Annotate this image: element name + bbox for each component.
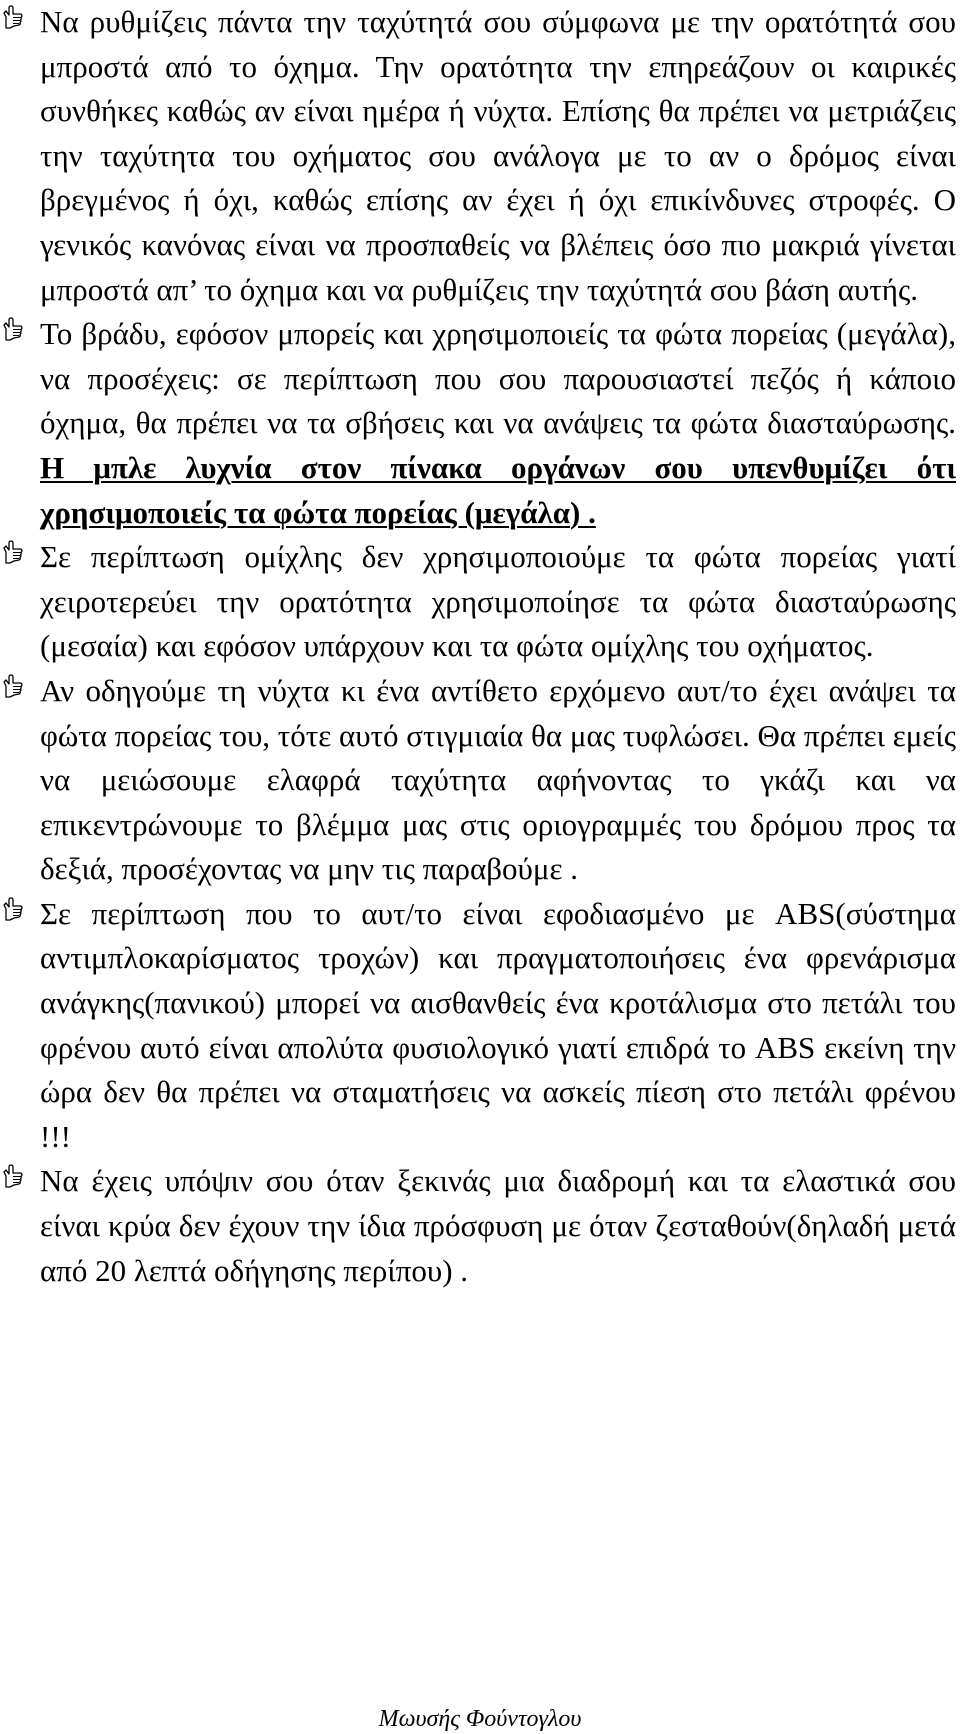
list-item xyxy=(0,535,956,669)
list-item xyxy=(0,312,956,535)
item-text: Σε περίπτωση που το αυτ/το είναι εφοδιασμένο με ABS(σύστημα αντιμπλοκαρίσματος τροχών) και πραγματοποιήσεις ένα φρενάρισμα ανάγκης(πανικού) μπορεί να αισθανθείς ένα κροτάλισμα στο πετάλι του φρένου αυτό είναι απολύτα φυσιολογικό γιατί επιδρά το ABS εκείνη την ώρα δεν θα πρέπει να σταματήσεις να ασκείς πίεση στο πετάλι φρένου !!! xyxy=(40,895,956,1154)
item-text: Να ρυθμίζεις πάντα την ταχύτητά σου σύμφωνα με την ορατότητά σου μπροστά από το όχημα. Την ορατότητα την επηρεάζουν οι καιρικές συνθήκες καθώς αν είναι ημέρα ή νύχτα. Επίσης θα πρέπει να μετριάζεις την ταχύτητα του οχήματος σου ανάλογα με το αν ο δρόμος είναι βρεγμένος ή όχι, καθώς επίσης αν έχει ή όχι επικίνδυνες στροφές. Ο γενικός κανόνας είναι να προσπαθείς να βλέπεις όσο πιο μακριά γίνεται μπροστά απ’ το όχημα και να ρυθμίζεις την ταχύτητά σου βάση αυτής. xyxy=(40,4,956,307)
item-text: Το βράδυ, εφόσον μπορείς και χρησιμοποιείς τα φώτα πορείας (μεγάλα), να προσέχεις: σε περίπτωση που σου παρουσιαστεί πεζός ή κάποιο όχημα, θα πρέπει να τα σβήσεις και να ανάψεις τα φώτα διασταύρωσης. xyxy=(40,316,956,441)
list-item xyxy=(0,1159,956,1293)
pointing-hand-icon xyxy=(2,4,24,30)
emphasized-note: Η μπλε λυχνία στον πίνακα οργάνων σου υπενθυμίζει ότι χρησιμοποιείς τα φώτα πορείας (μεγάλα) . xyxy=(40,449,956,530)
list-item xyxy=(0,0,956,312)
pointing-hand-icon xyxy=(2,896,24,922)
pointing-hand-icon xyxy=(2,673,24,699)
item-text: Σε περίπτωση ομίχλης δεν χρησιμοποιούμε τα φώτα πορείας γιατί χειροτερεύει την ορατότητα χρησιμοποίησε τα φώτα διασταύρωσης (μεσαία) και εφόσον υπάρχουν και τα φώτα ομίχλης του οχήματος. xyxy=(40,539,956,664)
item-text: Να έχεις υπόψιν σου όταν ξεκινάς μια διαδρομή και τα ελαστικά σου είναι κρύα δεν έχουν την ίδια πρόσφυση με όταν ζεσταθούν(δηλαδή μετά από 20 λεπτά οδήγησης περίπου) . xyxy=(40,1163,956,1288)
item-text: Αν οδηγούμε τη νύχτα κι ένα αντίθετο ερχόμενο αυτ/το έχει ανάψει τα φώτα πορείας του, τότε αυτό στιγμιαία θα μας τυφλώσει. Θα πρέπει εμείς να μειώσουμε ελαφρά ταχύτητα αφήνοντας το γκάζι και να επικεντρώνουμε το βλέμμα μας στις οριογραμμές του δρόμου προς τα δεξιά, προσέχοντας να μην τις παραβούμε . xyxy=(40,672,956,887)
list-item xyxy=(0,669,956,892)
footer-author: Μωυσής Φούντογλου xyxy=(378,1706,582,1732)
list-item xyxy=(0,892,956,1160)
pointing-hand-icon xyxy=(2,1163,24,1189)
pointing-hand-icon xyxy=(2,316,24,342)
pointing-hand-icon xyxy=(2,539,24,565)
